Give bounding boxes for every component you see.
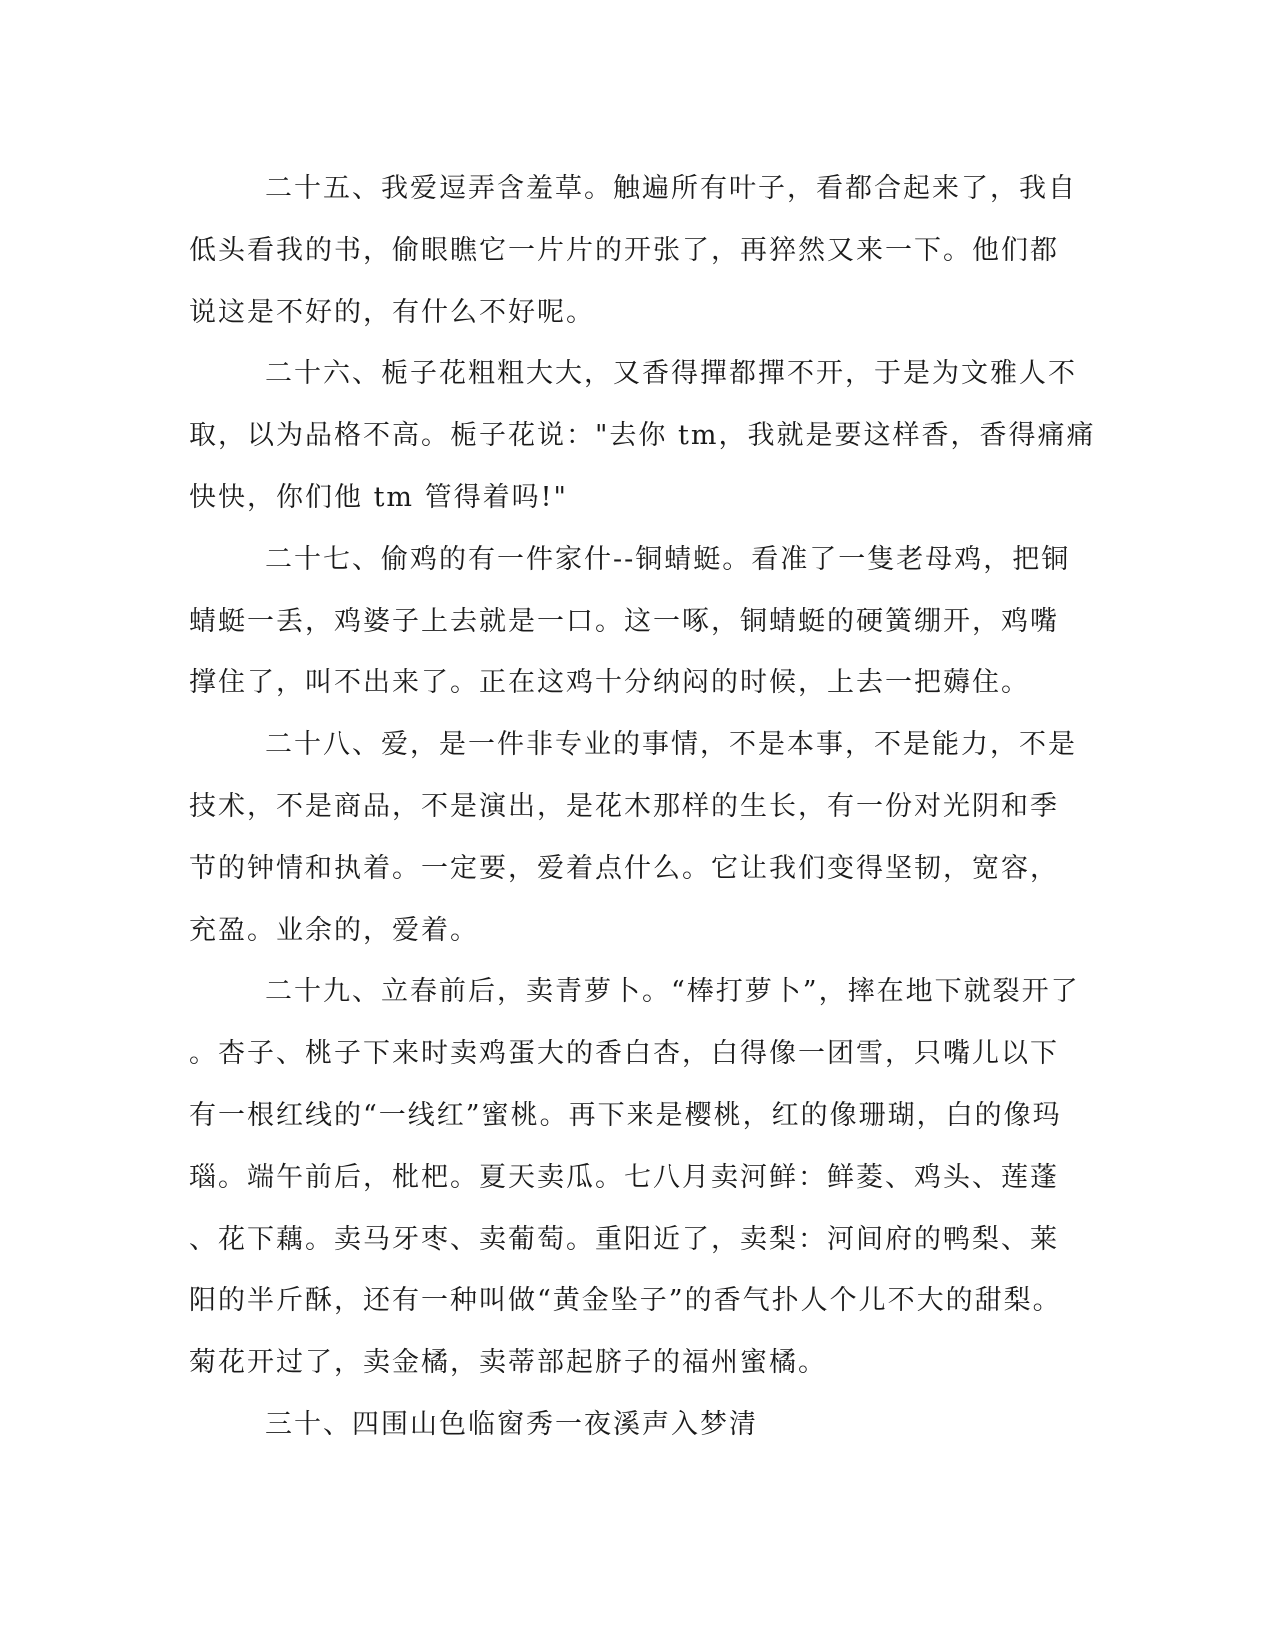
text-line: 二十七、偷鸡的有一件家什--铜蜻蜓。看准了一隻老母鸡，把铜 xyxy=(265,543,1071,575)
text-line: 阳的半斤酥，还有一种叫做“黄金坠子”的香气扑人个儿不大的甜梨。 xyxy=(189,1285,1062,1317)
paragraph-25 xyxy=(189,158,1089,343)
text-line: 节的钟情和执着。一定要，爱着点什么。它让我们变得坚韧，宽容， xyxy=(189,852,1059,884)
text-line: 技术，不是商品，不是演出，是花木那样的生长，有一份对光阴和季 xyxy=(189,790,1059,822)
text-line: 。杏子、桃子下来时卖鸡蛋大的香白杏，白得像一团雪，只嘴儿以下 xyxy=(189,1038,1059,1070)
text-line: 二十九、立春前后，卖青萝卜。“棒打萝卜”，摔在地下就裂开了 xyxy=(265,976,1080,1008)
paragraph-26 xyxy=(189,343,1096,528)
text-line: 菊花开过了，卖金橘，卖蒂部起脐子的福州蜜橘。 xyxy=(189,1347,827,1379)
paragraph-28 xyxy=(189,714,1089,961)
text-line: 取，以为品格不高。栀子花说："去你 tm，我就是要这样香，香得痛痛 xyxy=(189,420,1096,452)
text-line: 二十八、爱，是一件非专业的事情，不是本事，不是能力，不是 xyxy=(265,729,1077,761)
text-line: 低头看我的书，偷眼瞧它一片片的开张了，再猝然又来一下。他们都 xyxy=(189,234,1059,266)
text-line: 充盈。业余的，爱着。 xyxy=(189,914,479,946)
text-line: 、花下藕。卖马牙枣、卖葡萄。重阳近了，卖梨：河间府的鸭梨、莱 xyxy=(189,1223,1059,1255)
text-line: 蜻蜓一丢，鸡婆子上去就是一口。这一啄，铜蜻蜓的硬簧绷开，鸡嘴 xyxy=(189,605,1059,637)
text-line: 快快，你们他 tm 管得着吗!" xyxy=(189,481,568,513)
text-line: 二十五、我爱逗弄含羞草。触遍所有叶子，看都合起来了，我自 xyxy=(265,173,1077,204)
paragraph-29 xyxy=(189,961,1089,1394)
document-body xyxy=(189,158,1096,1456)
text-line: 说这是不好的，有什么不好呢。 xyxy=(189,296,595,328)
text-line: 有一根红线的“一线红”蜜桃。再下来是樱桃，红的像珊瑚，白的像玛 xyxy=(189,1099,1062,1131)
text-line: 三十、四围山色临窗秀一夜溪声入梦清 xyxy=(265,1408,758,1440)
paragraph-27 xyxy=(189,529,1089,714)
text-line: 二十六、栀子花粗粗大大，又香得撣都撣不开，于是为文雅人不 xyxy=(265,358,1077,390)
text-line: 撑住了，叫不出来了。正在这鸡十分纳闷的时候，上去一把薅住。 xyxy=(189,667,1030,699)
paragraph-30 xyxy=(189,1394,1089,1456)
text-line: 瑙。端午前后，枇杷。夏天卖瓜。七八月卖河鲜：鲜菱、鸡头、莲蓬 xyxy=(189,1161,1059,1193)
